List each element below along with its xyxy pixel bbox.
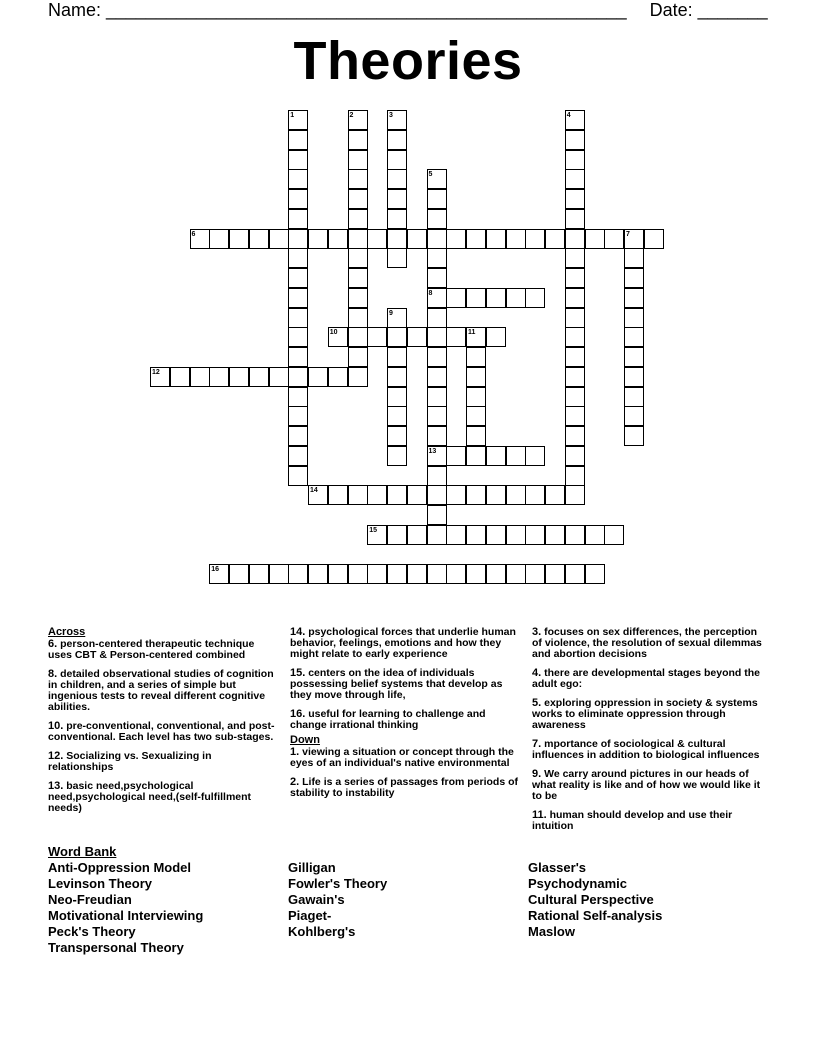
crossword-cell[interactable]	[387, 367, 407, 387]
crossword-cell[interactable]	[525, 525, 545, 545]
clue-number: 6	[191, 230, 196, 238]
clue-down-1: 1. viewing a situation or concept through the eyes of an individual's native environmental	[290, 746, 514, 769]
clues-column-2	[290, 627, 522, 807]
crossword-cell[interactable]	[585, 525, 605, 545]
crossword-cell[interactable]	[506, 288, 526, 308]
crossword-cell[interactable]	[328, 485, 348, 505]
crossword-cell[interactable]	[427, 189, 447, 209]
clue-number: 4	[566, 112, 571, 119]
crossword-cell[interactable]	[288, 308, 308, 328]
crossword-cell[interactable]	[387, 150, 407, 170]
crossword-cell[interactable]	[565, 426, 585, 446]
crossword-cell[interactable]	[565, 466, 585, 486]
crossword-cell[interactable]	[565, 347, 585, 367]
crossword-cell[interactable]	[288, 288, 308, 308]
crossword-cell[interactable]	[367, 564, 387, 584]
crossword-cell[interactable]	[328, 229, 348, 249]
clue-down-5: 5. exploring oppression in society & systems works to eliminate oppression through awareness	[532, 697, 758, 731]
clue-number: 9	[389, 309, 393, 317]
crossword-cell[interactable]	[348, 308, 368, 328]
clue-down-9: 9. We carry around pictures in our heads of what reality is like and of how we would like it to be	[532, 768, 761, 802]
crossword-cell[interactable]	[348, 248, 368, 268]
crossword-cell[interactable]	[446, 327, 466, 347]
crossword-cell[interactable]	[407, 229, 427, 249]
crossword-cell[interactable]	[348, 130, 368, 150]
crossword-cell[interactable]	[466, 367, 486, 387]
crossword-cell[interactable]	[209, 229, 229, 249]
crossword-cell[interactable]	[624, 308, 644, 328]
clue-down-2: 2. Life is a series of passages from periods of stability to instability	[290, 776, 519, 799]
crossword-cell[interactable]	[565, 189, 585, 209]
crossword-cell[interactable]	[565, 169, 585, 189]
crossword-cell[interactable]	[525, 288, 545, 308]
crossword-cell[interactable]	[466, 446, 486, 466]
crossword-cell[interactable]	[229, 229, 249, 249]
crossword-cell[interactable]	[486, 288, 506, 308]
word-bank-item: Psychodynamic	[528, 876, 627, 891]
crossword-cell[interactable]	[367, 229, 387, 249]
crossword-cell[interactable]	[565, 209, 585, 229]
clue-down-3: 3. focuses on sex differences, the perception of violence, the resolution of sexual dilemmas and abortion decisions	[532, 626, 762, 660]
clue-number: 5	[428, 171, 433, 179]
crossword-cell[interactable]	[308, 367, 328, 387]
crossword-cell[interactable]	[387, 327, 407, 347]
clue-across-14: 14. psychological forces that underlie human behavior, feelings, emotions and how they might relate to early experience	[290, 626, 516, 660]
crossword-cell[interactable]	[427, 426, 447, 446]
crossword-cell[interactable]	[348, 229, 368, 249]
crossword-cell[interactable]	[328, 564, 348, 584]
across-heading: Across	[48, 626, 86, 638]
clue-number: 16	[211, 566, 220, 574]
crossword-cell[interactable]	[387, 169, 407, 189]
crossword-cell[interactable]	[348, 327, 368, 347]
word-bank-column-1	[48, 860, 203, 956]
clue-down-4: 4. there are developmental stages beyond the adult ego:	[532, 667, 761, 690]
crossword-cell[interactable]	[288, 189, 308, 209]
crossword-cell[interactable]	[486, 229, 506, 249]
crossword-cell[interactable]	[288, 466, 308, 486]
word-bank-item: Maslow	[528, 924, 575, 939]
crossword-cell[interactable]	[604, 229, 624, 249]
crossword-cell[interactable]	[288, 229, 308, 249]
clue-across-12: 12. Socializing vs. Sexualizing in relationships	[48, 750, 212, 773]
clue-across-16: 16. useful for learning to challenge and change irrational thinking	[290, 708, 486, 731]
crossword-cell[interactable]	[288, 327, 308, 347]
crossword-cell[interactable]	[387, 387, 407, 407]
crossword-cell[interactable]	[427, 367, 447, 387]
crossword-cell[interactable]	[387, 229, 407, 249]
crossword-cell[interactable]	[427, 248, 447, 268]
crossword-cell[interactable]	[565, 564, 585, 584]
clue-across-6: 6. person-centered therapeutic technique uses CBT & Person-centered combined	[48, 638, 255, 661]
crossword-cell[interactable]	[466, 387, 486, 407]
word-bank-column-3	[528, 860, 662, 940]
crossword-cell[interactable]	[288, 426, 308, 446]
crossword-cell[interactable]	[466, 406, 486, 426]
crossword-cell[interactable]	[506, 485, 526, 505]
clue-number: 12	[152, 368, 160, 376]
crossword-cell[interactable]	[229, 367, 249, 387]
crossword-cell[interactable]	[427, 229, 447, 249]
word-bank-item: Motivational Interviewing	[48, 908, 204, 923]
crossword-cell[interactable]	[288, 150, 308, 170]
crossword-cell[interactable]	[387, 426, 407, 446]
word-bank-item: Kohlberg's	[288, 924, 356, 939]
crossword-cell[interactable]	[565, 406, 585, 426]
clues-column-3	[532, 627, 764, 840]
crossword-cell[interactable]	[545, 525, 565, 545]
crossword-cell[interactable]	[348, 485, 368, 505]
crossword-cell[interactable]	[249, 229, 269, 249]
crossword-cell[interactable]	[427, 268, 447, 288]
crossword-cell[interactable]	[446, 525, 466, 545]
clue-across-8: 8. detailed observational studies of cognition in children, and a series of simple but ingenious tests to reveal different cognitive abilities.	[48, 668, 274, 713]
crossword-cell[interactable]	[427, 308, 447, 328]
crossword-cell[interactable]	[624, 248, 644, 268]
crossword-cell[interactable]	[308, 229, 328, 249]
crossword-cell[interactable]	[525, 446, 545, 466]
crossword-cell[interactable]	[624, 327, 644, 347]
crossword-cell[interactable]	[387, 525, 407, 545]
crossword-cell[interactable]	[525, 485, 545, 505]
crossword-cell[interactable]	[486, 446, 506, 466]
clue-number: 8	[428, 289, 433, 297]
crossword-cell[interactable]	[427, 327, 447, 347]
clue-across-15: 15. centers on the idea of individuals possessing belief systems that develop as they move through life,	[290, 667, 503, 701]
crossword-cell[interactable]	[387, 406, 407, 426]
crossword-cell[interactable]	[288, 446, 308, 466]
clue-number: 11	[468, 329, 476, 337]
crossword-cell[interactable]	[624, 268, 644, 288]
clue-number: 3	[389, 112, 393, 119]
crossword-cell[interactable]	[565, 229, 585, 249]
crossword-cell[interactable]	[446, 288, 466, 308]
crossword-cell[interactable]	[585, 564, 605, 584]
crossword-cell[interactable]	[348, 288, 368, 308]
clue-across-10: 10. pre-conventional, conventional, and post-conventional. Each level has two sub-stages.	[48, 720, 275, 743]
crossword-cell[interactable]	[328, 367, 348, 387]
crossword-cell[interactable]	[644, 229, 664, 249]
crossword-cell[interactable]	[624, 367, 644, 387]
crossword-cell[interactable]	[565, 130, 585, 150]
crossword-cell[interactable]	[229, 564, 249, 584]
name-field-label[interactable]: Name: ____________________________________________________	[48, 0, 627, 20]
crossword-cell[interactable]	[288, 209, 308, 229]
crossword-cell[interactable]	[486, 525, 506, 545]
crossword-cell[interactable]	[170, 367, 190, 387]
word-bank-item: Transpersonal Theory	[48, 940, 184, 955]
crossword-cell[interactable]	[348, 189, 368, 209]
crossword-cell[interactable]	[407, 327, 427, 347]
word-bank-item: Glasser's	[528, 860, 587, 875]
crossword-cell[interactable]	[466, 564, 486, 584]
page-title: Theories	[293, 31, 523, 91]
crossword-cell[interactable]	[367, 485, 387, 505]
crossword-cell[interactable]	[565, 367, 585, 387]
crossword-cell[interactable]	[624, 288, 644, 308]
crossword-cell[interactable]	[348, 347, 368, 367]
clue-down-7: 7. mportance of sociological & cultural influences in addition to biological influences	[532, 738, 760, 761]
crossword-cell[interactable]	[446, 564, 466, 584]
crossword-cell[interactable]	[288, 130, 308, 150]
crossword-cell[interactable]	[506, 525, 526, 545]
crossword-cell[interactable]	[387, 564, 407, 584]
crossword-cell[interactable]	[288, 268, 308, 288]
clue-number: 13	[428, 447, 437, 455]
crossword-cell[interactable]	[387, 485, 407, 505]
crossword-cell[interactable]	[486, 327, 506, 347]
word-bank-item: Gilligan	[288, 860, 336, 875]
crossword-cell[interactable]	[565, 327, 585, 347]
crossword-cell[interactable]	[427, 466, 447, 486]
crossword-cell[interactable]	[387, 130, 407, 150]
crossword-cell[interactable]	[466, 525, 486, 545]
clue-number: 10	[329, 329, 338, 337]
crossword-cell[interactable]	[269, 229, 289, 249]
clue-number: 14	[310, 487, 318, 495]
crossword-cell[interactable]	[525, 229, 545, 249]
word-bank-item: Peck's Theory	[48, 924, 136, 939]
crossword-cell[interactable]	[348, 268, 368, 288]
crossword-cell[interactable]	[486, 564, 506, 584]
crossword-cell[interactable]	[624, 426, 644, 446]
word-bank-heading: Word Bank	[48, 844, 117, 859]
clues-column-1	[48, 627, 276, 822]
crossword-cell[interactable]	[624, 406, 644, 426]
crossword-cell[interactable]	[427, 564, 447, 584]
crossword-cell[interactable]	[407, 564, 427, 584]
crossword-cell[interactable]	[288, 169, 308, 189]
crossword-cell[interactable]	[348, 169, 368, 189]
clue-down-11: 11. human should develop and use their intuition	[532, 809, 733, 832]
crossword-cell[interactable]	[525, 564, 545, 584]
crossword-cell[interactable]	[387, 209, 407, 229]
crossword-cell[interactable]	[565, 387, 585, 407]
crossword-cell[interactable]	[288, 406, 308, 426]
crossword-cell[interactable]	[288, 347, 308, 367]
crossword-cell[interactable]	[545, 229, 565, 249]
crossword-cell[interactable]	[466, 288, 486, 308]
crossword-cell[interactable]	[585, 229, 605, 249]
crossword-cell[interactable]	[348, 209, 368, 229]
crossword-cell[interactable]	[565, 525, 585, 545]
crossword-cell[interactable]	[506, 564, 526, 584]
date-field-label[interactable]: Date: _______	[649, 0, 768, 20]
crossword-cell[interactable]	[486, 485, 506, 505]
crossword-cell[interactable]	[545, 564, 565, 584]
crossword-cell[interactable]	[269, 564, 289, 584]
word-bank-item: Rational Self-analysis	[528, 908, 663, 923]
crossword-cell[interactable]	[506, 446, 526, 466]
crossword-cell[interactable]	[427, 347, 447, 367]
crossword-cell[interactable]	[446, 485, 466, 505]
crossword-cell[interactable]	[565, 150, 585, 170]
crossword-cell[interactable]	[348, 564, 368, 584]
crossword-cell[interactable]	[348, 367, 368, 387]
crossword-cell[interactable]	[249, 367, 269, 387]
crossword-cell[interactable]	[308, 564, 328, 584]
crossword-cell[interactable]	[288, 564, 308, 584]
crossword-cell[interactable]	[427, 505, 447, 525]
clue-number: 7	[626, 230, 630, 238]
crossword-cell[interactable]	[466, 229, 486, 249]
crossword-cell[interactable]	[545, 485, 565, 505]
crossword-cell[interactable]	[190, 367, 210, 387]
word-bank-item: Fowler's Theory	[288, 876, 388, 891]
crossword-cell[interactable]	[209, 367, 229, 387]
crossword-cell[interactable]	[387, 347, 407, 367]
crossword-cell[interactable]	[427, 209, 447, 229]
crossword-cell[interactable]	[427, 485, 447, 505]
crossword-cell[interactable]	[604, 525, 624, 545]
crossword-cell[interactable]	[427, 406, 447, 426]
crossword-cell[interactable]	[565, 288, 585, 308]
crossword-cell[interactable]	[387, 248, 407, 268]
crossword-cell[interactable]	[446, 229, 466, 249]
crossword-cell[interactable]	[387, 446, 407, 466]
crossword-cell[interactable]	[387, 189, 407, 209]
crossword-cell[interactable]	[565, 308, 585, 328]
crossword-cell[interactable]	[407, 525, 427, 545]
word-bank-item: Piaget-	[288, 908, 332, 923]
crossword-cell[interactable]	[427, 387, 447, 407]
word-bank-item: Levinson Theory	[48, 876, 153, 891]
crossword-cell[interactable]	[565, 248, 585, 268]
crossword-cell[interactable]	[427, 525, 447, 545]
clue-number: 2	[349, 112, 354, 119]
word-bank-item: Neo-Freudian	[48, 892, 132, 907]
crossword-cell[interactable]	[466, 347, 486, 367]
crossword-cell[interactable]	[249, 564, 269, 584]
crossword-cell[interactable]	[288, 367, 308, 387]
clue-number: 15	[369, 526, 378, 534]
crossword-cell[interactable]	[269, 367, 289, 387]
crossword-cell[interactable]	[288, 387, 308, 407]
crossword-cell[interactable]	[624, 387, 644, 407]
crossword-cell[interactable]	[466, 426, 486, 446]
crossword-cell[interactable]	[407, 485, 427, 505]
crossword-cell[interactable]	[506, 229, 526, 249]
crossword-cell[interactable]	[624, 347, 644, 367]
crossword-cell[interactable]	[565, 268, 585, 288]
word-bank-column-2	[288, 860, 387, 940]
down-heading: Down	[290, 734, 320, 746]
clue-across-13: 13. basic need,psychological need,psychological need,(self-fulfillment needs)	[48, 780, 252, 814]
crossword-cell[interactable]	[367, 327, 387, 347]
clue-number: 1	[290, 112, 295, 119]
crossword-cell[interactable]	[565, 446, 585, 466]
crossword-cell[interactable]	[288, 248, 308, 268]
crossword-cell[interactable]	[565, 485, 585, 505]
word-bank-item: Anti-Oppression Model	[48, 860, 191, 875]
crossword-cell[interactable]	[466, 485, 486, 505]
crossword-cell[interactable]	[348, 150, 368, 170]
crossword-cell[interactable]	[446, 446, 466, 466]
word-bank-item: Cultural Perspective	[528, 892, 654, 907]
word-bank-item: Gawain's	[288, 892, 345, 907]
